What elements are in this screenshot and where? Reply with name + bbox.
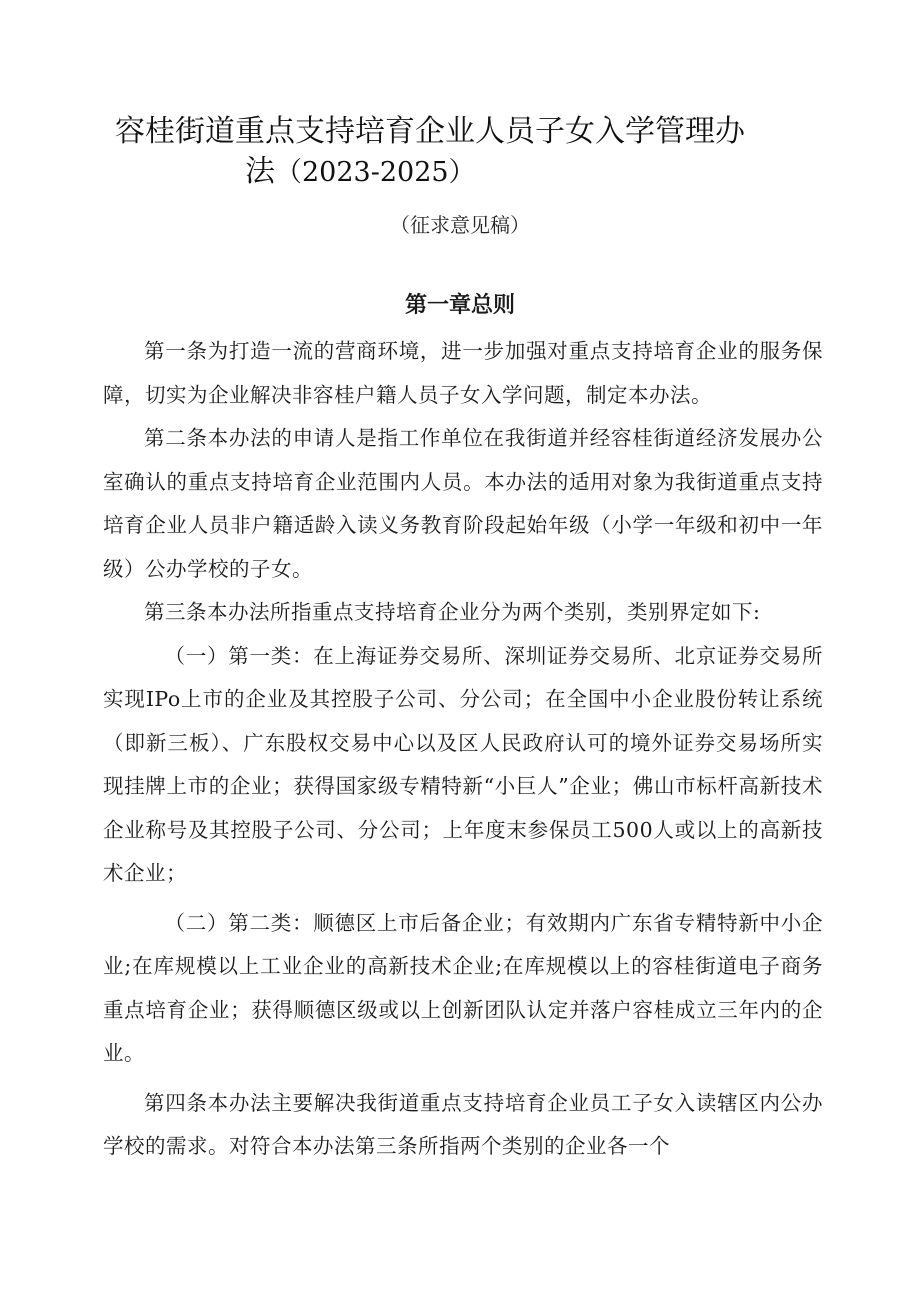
- article-2: 第二条本办法的申请人是指工作单位在我街道并经容桂街道经济发展办公室确认的重点支持培育企业范围内人员。本办法的适用对象为我街道重点支持培育企业人员非户籍适龄入读义务教育阶段起始年级（小学一年级和初中一年级）公办学校的子女。: [103, 426, 823, 581]
- draft-subtitle: （征求意见稿）: [390, 213, 530, 237]
- title-line-2: [115, 152, 815, 193]
- document-body: [103, 330, 823, 1169]
- article-1: 第一条为打造一流的营商环境，进一步加强对重点支持培育企业的服务保障，切实为企业解决非容桂户籍人员子女入学问题，制定本办法。: [103, 339, 823, 407]
- article-3: 第三条本办法所指重点支持培育企业分为两个类别，类别界定如下:: [144, 600, 761, 624]
- title-line-2-prefix: 法: [245, 154, 275, 189]
- article-3-category-1: （一）第一类：在上海证券交易所、深圳证券交易所、北京证券交易所实现IPo上市的企业及其控股子公司、分公司；在全国中小企业股份转让系统（即新三板）、广东股权交易中心以及区人民政府认可的境外证券交易场所实现挂牌上市的企业；获得国家级专精特新“小巨人”企业；佛山市标杆高新技术企业称号及其控股子公司、分公司；上年度末参保员工500人或以上的高新技术企业；: [103, 643, 823, 885]
- document-title: [115, 112, 815, 193]
- article-4: 第四条本办法主要解决我街道重点支持培育企业员工子女入读辖区内公办学校的需求。对符合本办法第三条所指两个类别的企业各一个: [103, 1090, 823, 1158]
- title-line-1: 容桂街道重点支持培育企业人员子女入学管理办: [115, 114, 745, 149]
- article-3-category-2: （二）第二类：顺德区上市后备企业；有效期内广东省专精特新中小企业;在库规模以上工业企业的高新技术企业;在库规模以上的容桂街道电子商务重点培育企业；获得顺德区级或以上创新团队认定并落户容桂成立三年内的企业。: [103, 910, 823, 1065]
- title-year-range: （2023-2025）: [275, 157, 476, 188]
- chapter-heading: 第一章总则: [404, 293, 515, 318]
